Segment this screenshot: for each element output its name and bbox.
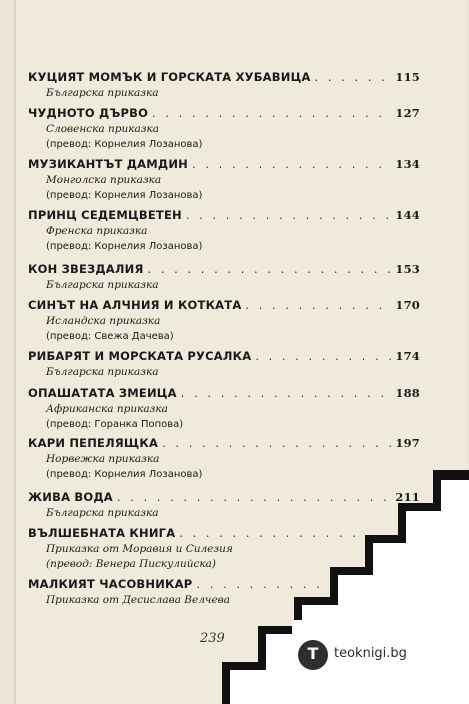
- entry-title: КОН ЗВЕЗДАЛИЯ: [28, 262, 144, 276]
- entry-origin: Словенска приказка: [46, 123, 160, 135]
- entry-title: КУЦИЯТ МОМЪК И ГОРСКАТА ХУБАВИЦА: [28, 70, 311, 84]
- entry-page: 197: [395, 436, 420, 450]
- watermark-site: teoknigi.bg: [334, 646, 407, 661]
- entry-origin: Френска приказка: [46, 225, 148, 237]
- entry-origin: Българска приказка: [46, 366, 159, 378]
- entry-translator: (превод: Корнелия Лозанова): [46, 469, 203, 480]
- entry-origin: Монголска приказка: [46, 174, 162, 186]
- entry-title: СИНЪТ НА АЛЧНИЯ И КОТКАТА: [28, 298, 242, 312]
- book-logo-icon: T: [298, 640, 328, 670]
- entry-title: РИБАРЯТ И МОРСКАТА РУСАЛКА: [28, 349, 252, 363]
- entry-origin: Норвежка приказка: [46, 453, 160, 465]
- entry-title: ПРИНЦ СЕДЕМЦВЕТЕН: [28, 208, 182, 222]
- entry-page: 170: [395, 298, 420, 312]
- entry-translator: (превод: Корнелия Лозанова): [46, 241, 203, 252]
- entry-page: 211: [395, 490, 420, 504]
- entry-title: КАРИ ПЕПЕЛЯЩКА: [28, 436, 159, 450]
- entry-page: 127: [395, 106, 420, 120]
- entry-origin: Българска приказка: [46, 87, 159, 99]
- entry-page: 115: [395, 70, 420, 84]
- entry-title: ОПАШАТАТА ЗМЕИЦА: [28, 386, 177, 400]
- entry-translator: (превод: Корнелия Лозанова): [46, 190, 203, 201]
- entry-title: ВЪЛШЕБНАТА КНИГА: [28, 526, 176, 540]
- entry-translator: (превод: Горанка Попова): [46, 419, 184, 430]
- entry-page: 144: [395, 208, 420, 222]
- entry-translator: (превод: Корнелия Лозанова): [46, 139, 203, 150]
- entry-origin: Исландска приказка: [46, 315, 161, 327]
- entry-origin: Българска приказка: [46, 279, 159, 291]
- entry-title: МУЗИКАНТЪТ ДАМДИН: [28, 157, 189, 171]
- entry-origin: Приказка от Десислава Велчева: [46, 594, 231, 606]
- entry-origin: Африканска приказка: [46, 403, 168, 415]
- entry-title: ЖИВА ВОДА: [28, 490, 113, 504]
- entry-translator: (превод: Венера Пискулийска): [46, 558, 217, 570]
- entry-title: МАЛКИЯТ ЧАСОВНИКАР: [28, 577, 193, 591]
- entry-page: 153: [395, 262, 420, 276]
- entry-translator: (превод: Свежа Дачева): [46, 331, 174, 342]
- page-number: 239: [200, 631, 225, 646]
- entry-page: 174: [395, 349, 420, 363]
- entry-page: 188: [395, 386, 420, 400]
- entry-origin: Приказка от Моравия и Силезия: [46, 543, 233, 555]
- entry-title: ЧУДНОТО ДЪРВО: [28, 106, 149, 120]
- entry-origin: Българска приказка: [46, 507, 159, 519]
- entry-page: 134: [395, 157, 420, 171]
